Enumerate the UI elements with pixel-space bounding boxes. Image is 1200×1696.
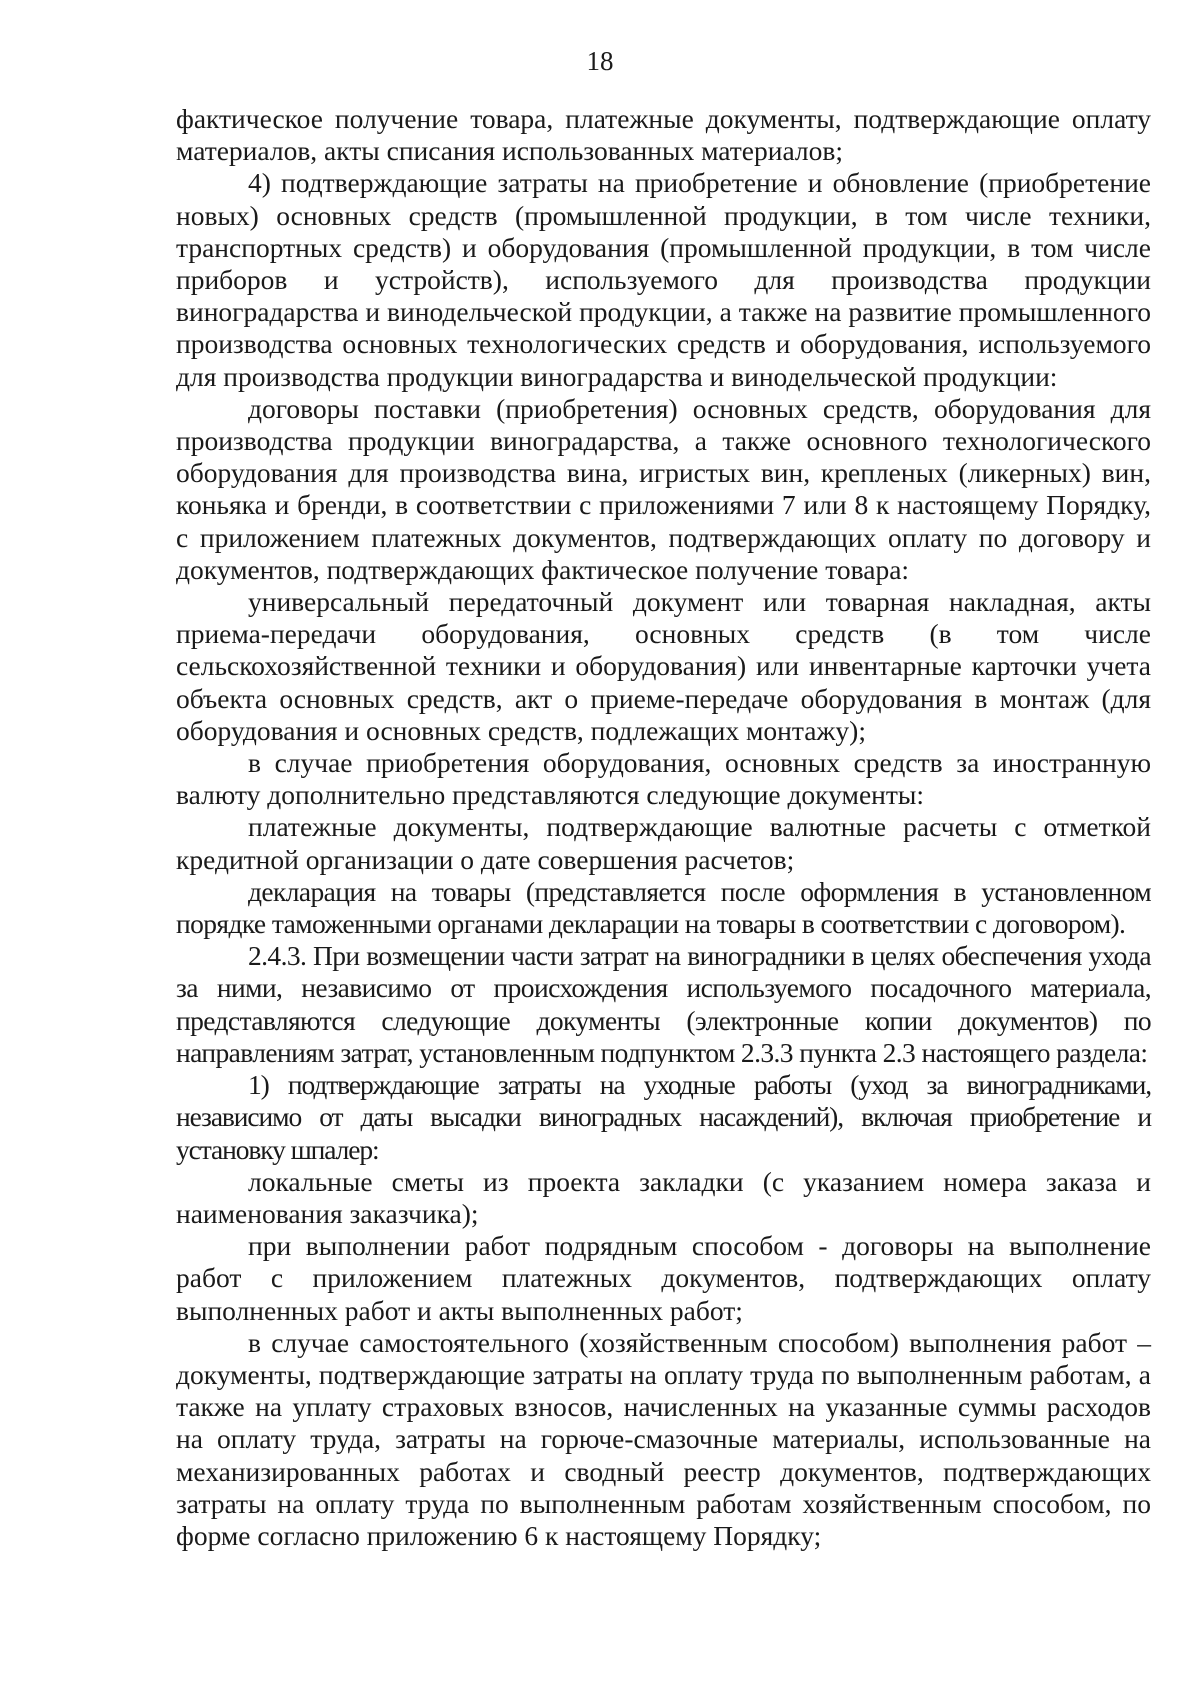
paragraph-10: локальные сметы из проекта закладки (с указанием номера заказа и наименования заказчика); (176, 1165, 1151, 1229)
paragraph-9: 1) подтверждающие затраты на уходные работы (уход за виноградниками, независимо от даты высадки виноградных насаждений), включая приобретение и установку шпалер: (176, 1069, 1151, 1165)
paragraph-1: фактическое получение товара, платежные документы, подтверждающие оплату материалов, акты списания использованных материалов; (176, 103, 1151, 167)
page-number: 18 (586, 46, 614, 76)
paragraph-12: в случае самостоятельного (хозяйственным способом) выполнения работ – документы, подтверждающие затраты на оплату труда по выполненным работам, а также на уплату страховых взносов, начисленных на указанные суммы расходов на оплату труда, затраты на горюче-смазочные материалы, использованные на механизированных работах и сводный реестр документов, подтверждающих затраты на оплату труда по выполненным работам хозяйственным способом, по форме согласно приложению 6 к настоящему Порядку; (176, 1326, 1151, 1551)
paragraph-7: декларация на товары (представляется после оформления в установленном порядке таможенными органами декларации на товары в соответствии с договором). (176, 875, 1151, 940)
paragraph-5: в случае приобретения оборудования, основных средств за иностранную валюту дополнительно представляются следующие документы: (176, 747, 1151, 811)
paragraph-2: 4) подтверждающие затраты на приобретение и обновление (приобретение новых) основных средств (промышленной продукции, в том числе техники, транспортных средств) и оборудования (промышленной продукции, в том числе приборов и устройств), используемого для производства продукции виноградарства и винодельческой продукции, а также на развитие промышленного производства основных технологических средств и оборудования, используемого для производства продукции виноградарства и винодельческой продукции: (176, 167, 1151, 392)
paragraph-8: 2.4.3. При возмещении части затрат на виноградники в целях обеспечения ухода за ними, независимо от происхождения используемого посадочного материала, представляются следующие документы (электронные копии документов) по направлениям затрат, установленным подпунктом 2.3.3 пункта 2.3 настоящего раздела: (176, 940, 1151, 1068)
paragraph-3: договоры поставки (приобретения) основных средств, оборудования для производства продукции виноградарства, а также основного технологического оборудования для производства вина, игристых вин, крепленых (ликерных) вин, коньяка и бренди, в соответствии с приложениями 7 или 8 к настоящему Порядку, с приложением платежных документов, подтверждающих оплату по договору и документов, подтверждающих фактическое получение товара: (176, 392, 1151, 585)
paragraph-6: платежные документы, подтверждающие валютные расчеты с отметкой кредитной организации о дате совершения расчетов; (176, 811, 1151, 875)
paragraph-11: при выполнении работ подрядным способом - договоры на выполнение работ с приложением платежных документов, подтверждающих оплату выполненных работ и акты выполненных работ; (176, 1230, 1151, 1326)
document-body (176, 103, 1151, 1552)
paragraph-4: универсальный передаточный документ или товарная накладная, акты приема-передачи оборудования, основных средств (в том числе сельскохозяйственной техники и оборудования) или инвентарные карточки учета объекта основных средств, акт о приеме-передаче оборудования в монтаж (для оборудования и основных средств, подлежащих монтажу); (176, 586, 1151, 746)
